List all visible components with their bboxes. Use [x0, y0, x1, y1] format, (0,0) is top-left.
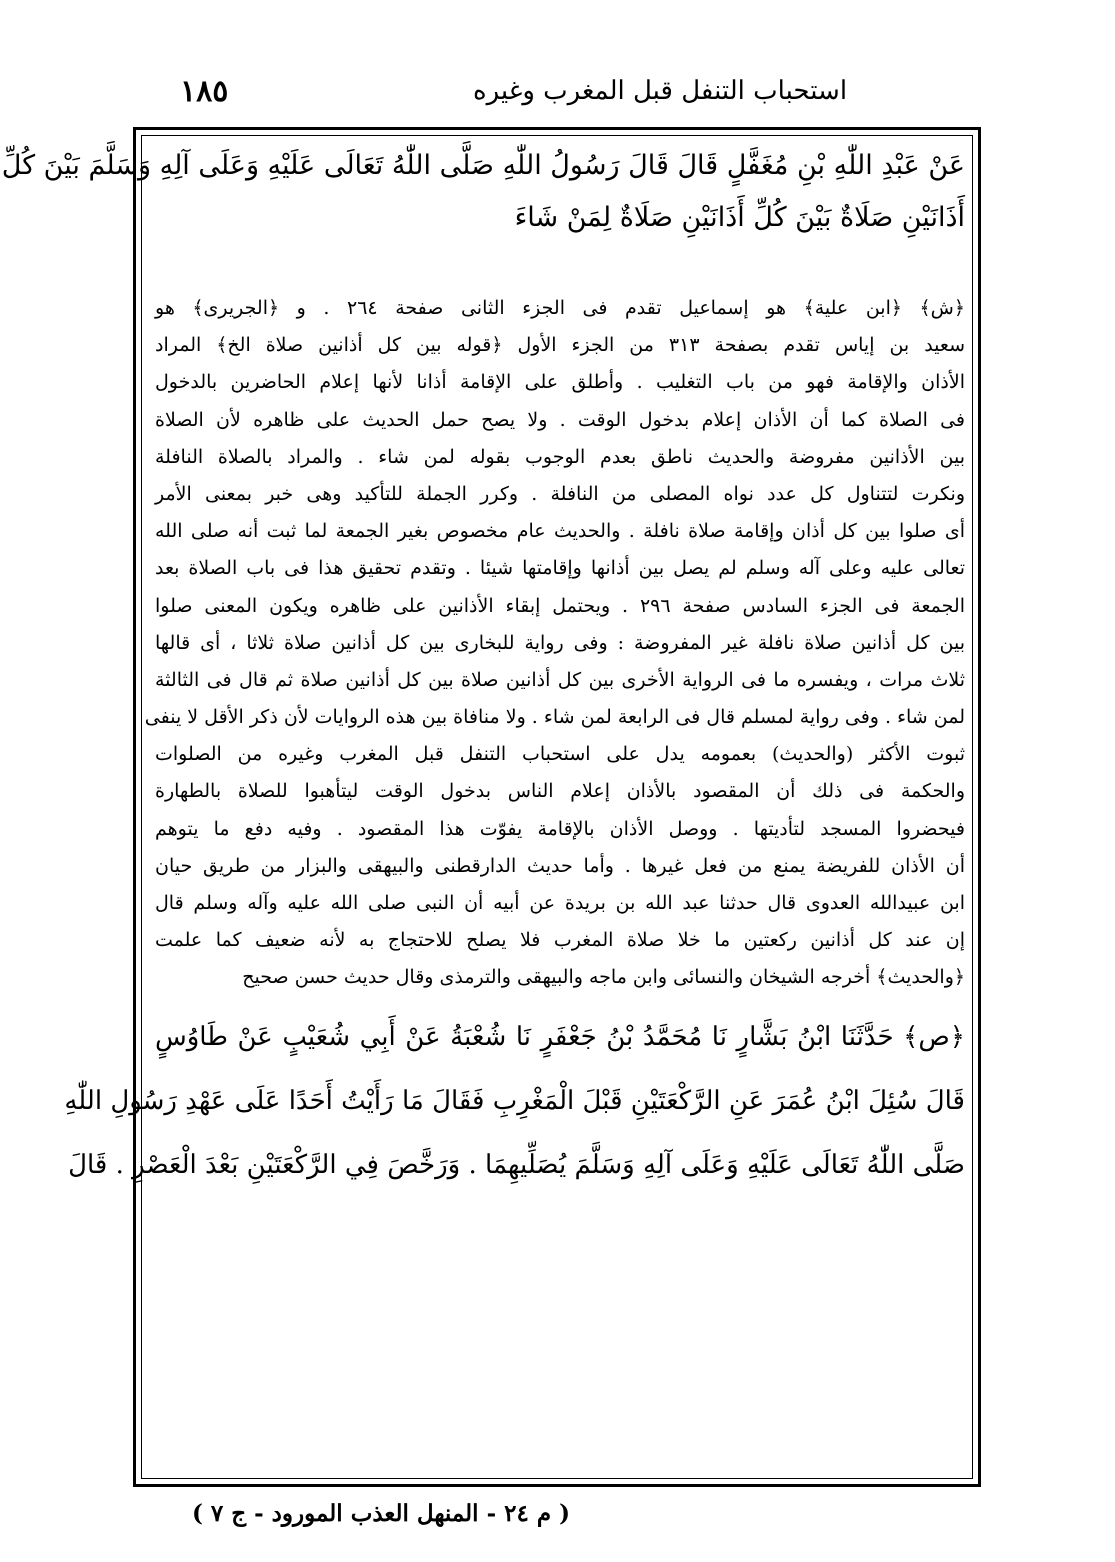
running-title: استحباب التنفل قبل المغرب وغيره: [472, 76, 848, 106]
commentary-line: ﴿ش﴾ ﴿ابن علية﴾ هو إسماعيل تقدم فى الجزء الثانى صفحة ٢٦٤ . و ﴿الجريرى﴾ هو: [155, 297, 965, 319]
commentary-line: لمن شاء . وفى رواية لمسلم قال فى الرابعة لمن شاء . ولا منافاة بين هذه الروايات لأن ذكر الأقل لا ينفى: [144, 706, 965, 729]
commentary-line: الجمعة فى الجزء السادس صفحة ٢٩٦ . ويحتمل إبقاء الأذانين على ظاهره ويكون المعنى صلوا: [155, 594, 965, 617]
commentary-line: سعيد بن إياس تقدم بصفحة ٣١٣ من الجزء الأول ﴿قوله بين كل أذانين صلاة الخ﴾ المراد: [155, 334, 965, 357]
page-footer: ( م ٢٤ - المنهل العذب المورود - ج ٧ ): [191, 1500, 570, 1527]
commentary-line: ﴿والحديث﴾ أخرجه الشيخان والنسائى وابن ماجه والبيهقى والترمذى وقال حديث حسن صحيح: [242, 966, 965, 989]
commentary-line: والحكمة فى ذلك أن المقصود بالأذان إعلام الناس بدخول الوقت ليتأهبوا للصلاة بالطهارة: [155, 780, 965, 803]
page-content: [1, 140, 965, 1197]
commentary-line: إن عند كل أذانين ركعتين ما خلا صلاة المغرب فلا يصلح للاحتجاج به لأنه ضعيف كما علمت: [155, 929, 965, 952]
commentary-line: بين كل أذانين صلاة نافلة غير المفروضة : وفى رواية للبخارى بين كل أذانين صلاة ثلاثا ، أى قالها: [155, 631, 965, 654]
commentary-line: الأذان والإقامة فهو من باب التغليب . وأطلق على الإقامة أذانا لأنها إعلام الحاضرين بالدخول: [155, 371, 965, 394]
hadith-text-line: عَنْ عَبْدِ اللّٰهِ بْنِ مُغَفَّلٍ قَالَ قَالَ رَسُولُ اللّٰهِ صَلَّى اللّٰهُ تَعَالَى عَلَيْهِ وَعَلَى آلِهِ وَسَلَّمَ بَيْنَ كُلِّ: [1, 150, 965, 181]
commentary-line: بين الأذانين مفروضة والحديث ناطق بعدم الوجوب بقوله لمن شاء . والمراد بالصلاة النافلة: [155, 445, 965, 468]
commentary-line: أى صلوا بين كل أذان وإقامة صلاة نافلة . والحديث عام مخصوص بغير الجمعة لما ثبت أنه صلى الله: [155, 520, 965, 543]
page-number: ١٨٥: [180, 74, 229, 109]
commentary-line: أن الأذان للفريضة يمنع من فعل غيرها . وأما حديث الدارقطنى والبيهقى والبزار من طريق حيان: [155, 854, 965, 877]
commentary-line: تعالى عليه وعلى آله وسلم لم يصل بين أذانها وإقامتها شيئا . وتقدم تحقيق هذا فى باب الصلاة بعد: [155, 557, 965, 580]
hadith-text-line: صَلَّى اللّٰهُ تَعَالَى عَلَيْهِ وَعَلَى آلِهِ وَسَلَّمَ يُصَلِّيهِمَا . وَرَخَّصَ فِي الرَّكْعَتَيْنِ بَعْدَ الْعَصْرِ . قَالَ: [68, 1149, 965, 1180]
commentary-line: فيحضروا المسجد لتأديتها . ووصل الأذان بالإقامة يفوّت هذا المقصود . وفيه دفع ما يتوهم: [155, 817, 965, 840]
commentary-line: ثلاث مرات ، ويفسره ما فى الرواية الأخرى بين كل أذانين صلاة بين كل أذانين صلاة ثم قال فى الثالثة: [155, 668, 965, 691]
hadith-text-line: أَذَانَيْنِ صَلَاةٌ بَيْنَ كُلِّ أَذَانَيْنِ صَلَاةٌ لِمَنْ شَاءَ: [514, 202, 965, 233]
hadith-text-line: قَالَ سُئِلَ ابْنُ عُمَرَ عَنِ الرَّكْعَتَيْنِ قَبْلَ الْمَغْرِبِ فَقَالَ مَا رَأَيْتُ أَحَدًا عَلَى عَهْدِ رَسُولِ اللّٰهِ: [64, 1085, 965, 1116]
commentary-line: ثبوت الأكثر (والحديث) بعمومه يدل على استحباب التنفل قبل المغرب وغيره من الصلوات: [155, 743, 965, 766]
commentary-line: فى الصلاة كما أن الأذان إعلام بدخول الوقت . ولا يصح حمل الحديث على ظاهره لأن الصلاة: [155, 408, 965, 431]
hadith-text-line: ﴿ص﴾ حَدَّثَنَا ابْنُ بَشَّارٍ نَا مُحَمَّدُ بْنُ جَعْفَرٍ نَا شُعْبَةُ عَنْ أَبِي شُعَيْبٍ عَنْ طَاوُسٍ: [155, 1021, 965, 1052]
commentary-line: ونكرت لتتناول كل عدد نواه المصلى من النافلة . وكرر الجملة للتأكيد وهى خبر بمعنى الأمر: [155, 482, 965, 505]
commentary-line: ابن عبيدالله العدوى قال حدثنا عبد الله بن بريدة عن أبيه أن النبى صلى الله عليه وآله وسلم قال: [155, 892, 965, 914]
page-header: [150, 70, 980, 114]
